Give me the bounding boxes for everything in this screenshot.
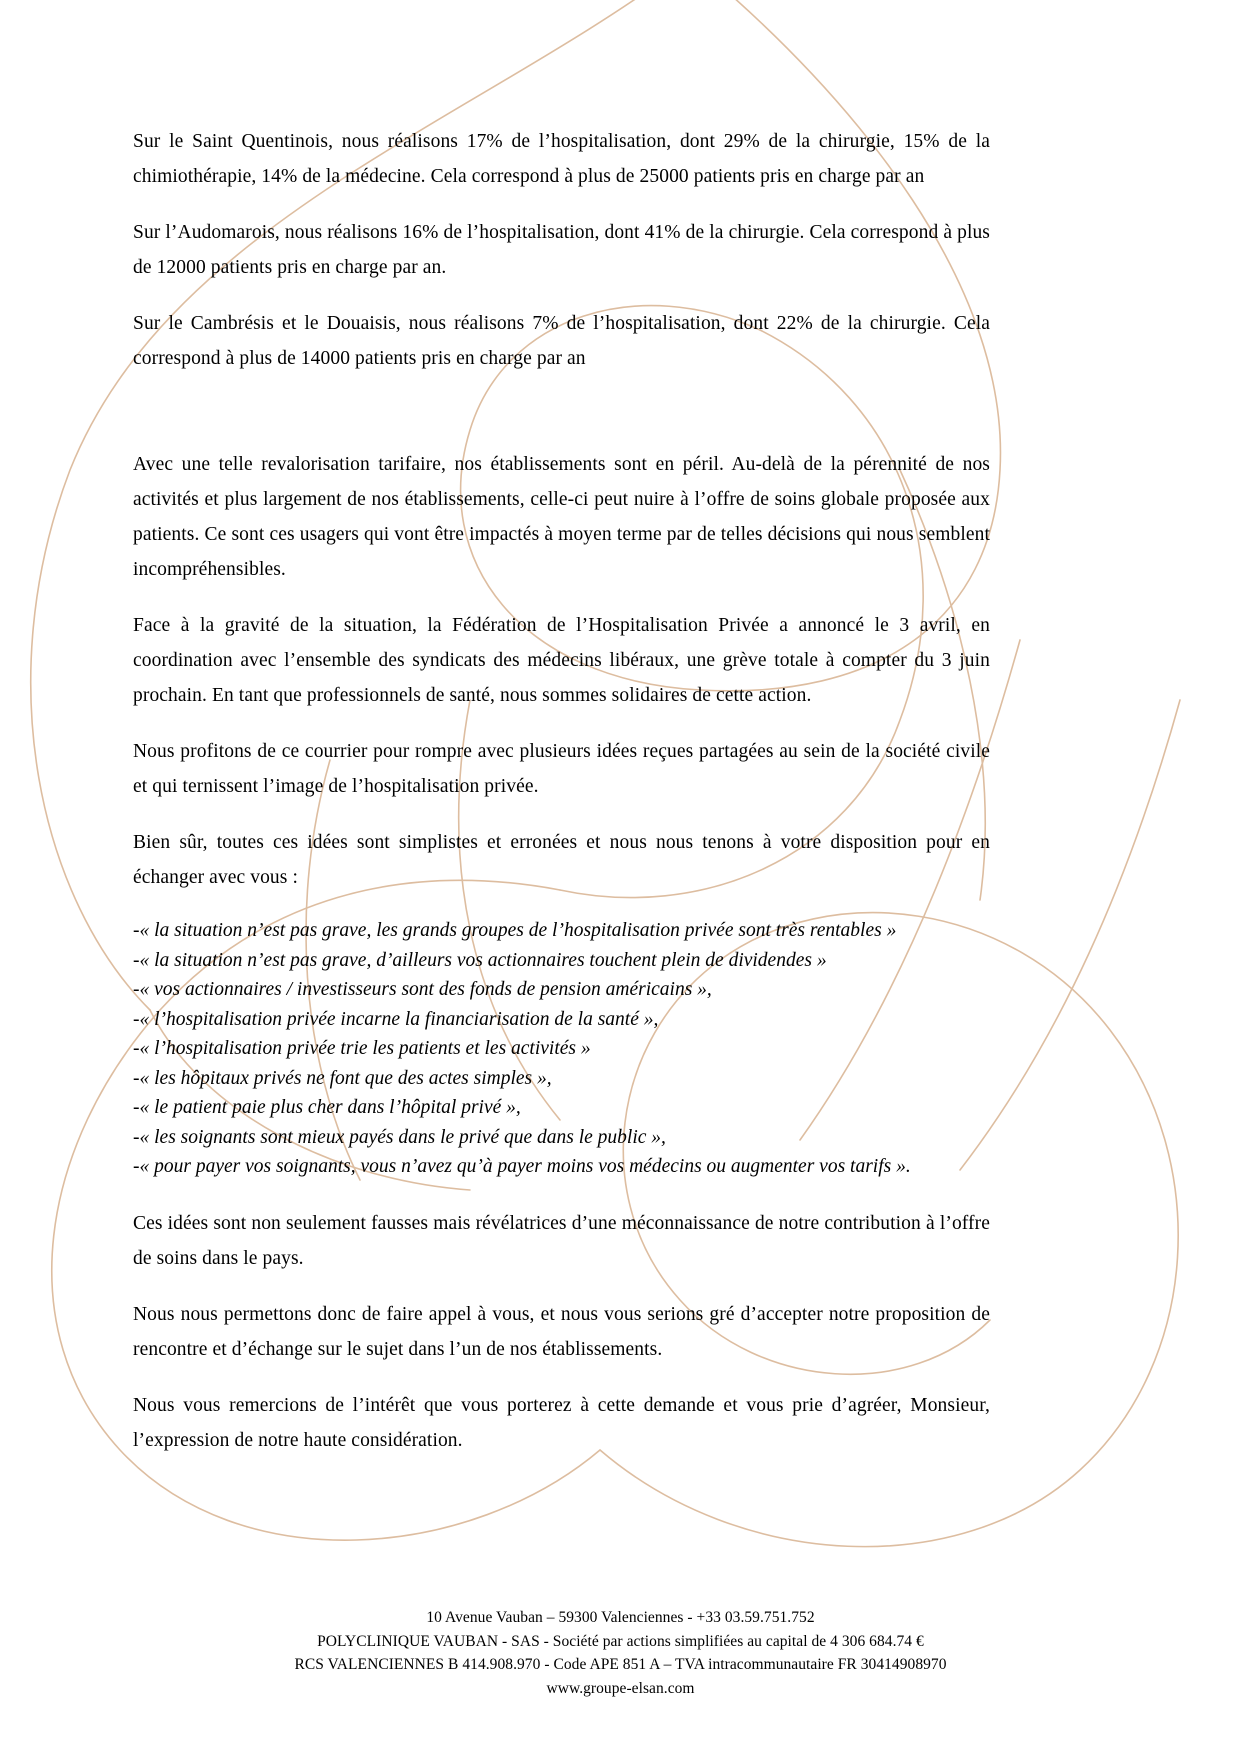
- footer-company-line: POLYCLINIQUE VAUBAN - SAS - Société par actions simplifiées au capital de 4 306 684.74 €: [317, 1632, 924, 1650]
- paragraph-idees-recues: Nous profitons de ce courrier pour rompre avec plusieurs idées reçues partagées au sein de la société civile et qui ternissent l’image de l’hospitalisation privée.: [133, 741, 990, 797]
- paragraph-greve-fhp: Face à la gravité de la situation, la Fédération de l’Hospitalisation Privée a annoncé le 3 avril, en coordination avec l’ensemble des syndicats des médecins libéraux, une grève totale à compter du 3 juin prochain. En tant que professionnels de santé, nous sommes solidaires de cette action.: [133, 615, 990, 706]
- list-item: -« l’hospitalisation privée incarne la financiarisation de la santé »,: [133, 1008, 659, 1030]
- footer-registration-line: RCS VALENCIENNES B 414.908.970 - Code APE 851 A – TVA intracommunautaire FR 30414908970: [294, 1656, 947, 1673]
- list-item: -« les hôpitaux privés ne font que des actes simples »,: [133, 1067, 552, 1089]
- list-item: -« les soignants sont mieux payés dans le privé que dans le public »,: [133, 1126, 666, 1148]
- list-item: -« la situation n’est pas grave, d’ailleurs vos actionnaires touchent plein de dividendes »: [133, 949, 827, 971]
- misconception-quote-list: [133, 916, 990, 1182]
- list-item: -« le patient paie plus cher dans l’hôpital privé »,: [133, 1097, 521, 1118]
- paragraph-appel-rencontre: Nous nous permettons donc de faire appel à vous, et nous vous serions gré d’accepter notre proposition de rencontre et d’échange sur le sujet dans l’un de nos établissements.: [133, 1303, 990, 1360]
- paragraph-invitation-echange: Bien sûr, toutes ces idées sont simplistes et erronées et nous nous tenons à votre disposition pour en échanger avec vous :: [133, 832, 990, 888]
- paragraph-revalorisation-tarifaire: Avec une telle revalorisation tarifaire, nos établissements sont en péril. Au-delà de la pérennité de nos activités et plus largement de nos établissements, celle-ci peut nuire à l’offre de soins globale proposée aux patients. Ce sont ces usagers qui vont être impactés à moyen terme par de telles décisions qui nous semblent incompréhensibles.: [133, 454, 990, 580]
- paragraph-cambresis-douaisis: Sur le Cambrésis et le Douaisis, nous réalisons 7% de l’hospitalisation, dont 22% de la chirurgie. Cela correspond à plus de 14000 patients pris en charge par an: [133, 313, 990, 369]
- list-item: -« la situation n’est pas grave, les grands groupes de l’hospitalisation privée sont très rentables »: [133, 920, 897, 941]
- paragraph-gap: [133, 397, 990, 447]
- list-item: -« l’hospitalisation privée trie les patients et les activités »: [133, 1038, 591, 1059]
- list-item: -« vos actionnaires / investisseurs sont des fonds de pension américains »,: [133, 979, 712, 1000]
- list-item: -« pour payer vos soignants, vous n’avez qu’à payer moins vos médecins ou augmenter vos tarifs ».: [133, 1156, 911, 1177]
- paragraph-saint-quentinois: Sur le Saint Quentinois, nous réalisons 17% de l’hospitalisation, dont 29% de la chirurgie, 15% de la chimiothérapie, 14% de la médecine. Cela correspond à plus de 25000 patients pris en charge par an: [133, 131, 990, 187]
- page-footer: [0, 1606, 1241, 1700]
- footer-address-line: 10 Avenue Vauban – 59300 Valenciennes - +33 03.59.751.752: [426, 1609, 815, 1626]
- paragraph-audomarois: Sur l’Audomarois, nous réalisons 16% de l’hospitalisation, dont 41% de la chirurgie. Cela correspond à plus de 12000 patients pris en charge par an.: [133, 222, 990, 278]
- paragraph-formule-politesse: Nous vous remercions de l’intérêt que vous porterez à cette demande et vous prie d’agréer, Monsieur, l’expression de notre haute considération.: [133, 1394, 990, 1451]
- footer-website-line: www.groupe-elsan.com: [546, 1679, 695, 1697]
- letter-body: [133, 124, 990, 1458]
- paragraph-idees-fausses: Ces idées sont non seulement fausses mais révélatrices d’une méconnaissance de notre contribution à l’offre de soins dans le pays.: [133, 1212, 990, 1269]
